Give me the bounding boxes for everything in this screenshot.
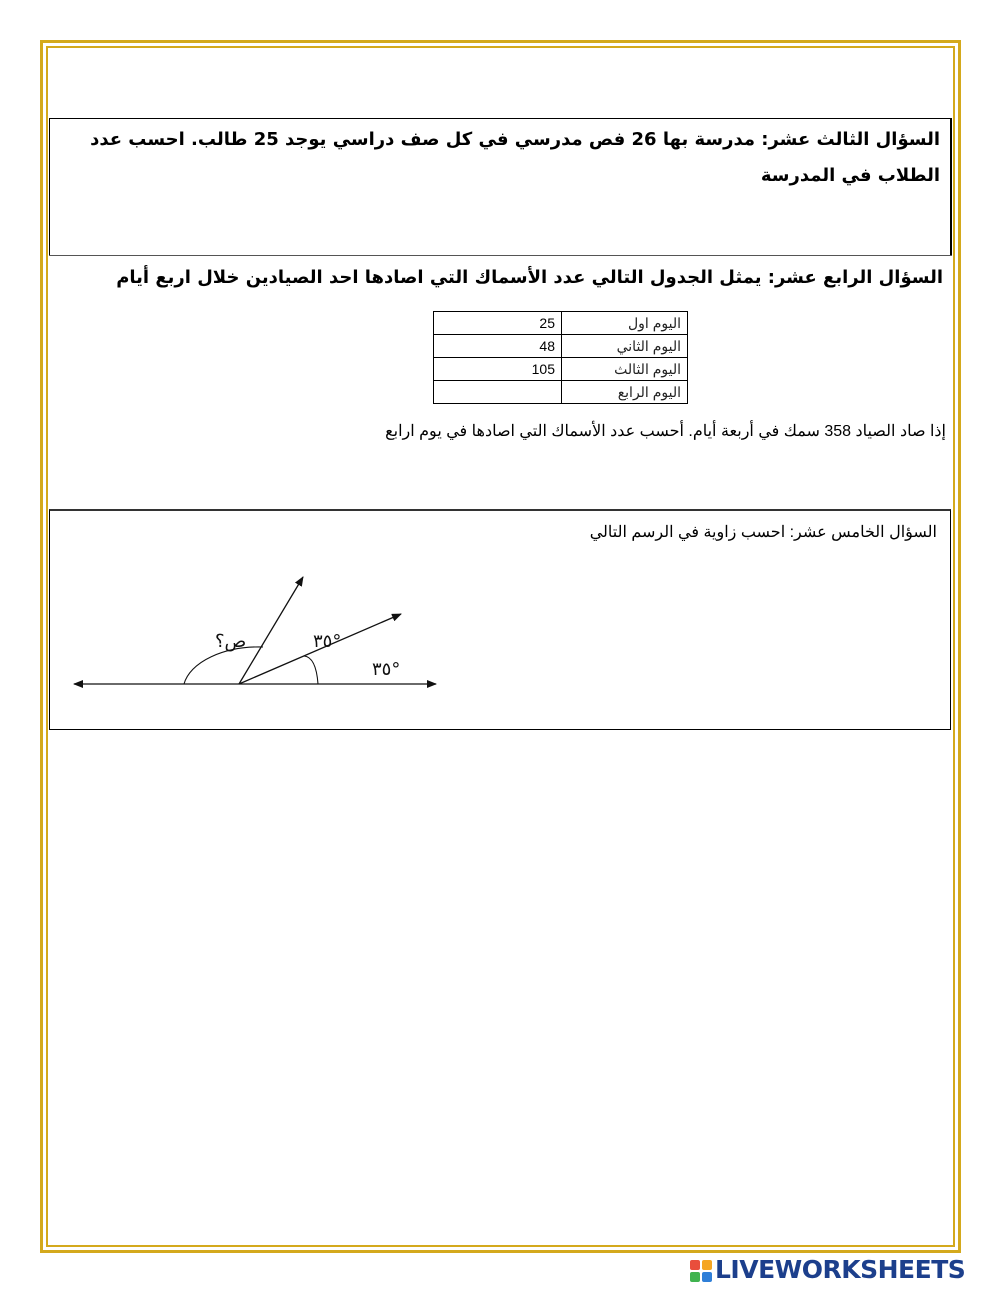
value-cell: 48: [434, 335, 562, 358]
table-row: [434, 358, 688, 381]
angle-diagram: [50, 511, 952, 732]
question-14-body: إذا صاد الصياد 358 سمك في أربعة أيام. أحسب عدد الأسماك التي اصادها في يوم ارابع: [385, 423, 946, 440]
value-cell: 105: [434, 358, 562, 381]
question-15-box: [49, 509, 951, 730]
logo-text: LIVEWORKSHEETS: [715, 1255, 966, 1284]
table-row: [434, 312, 688, 335]
angle-label-upper: °٣٥: [313, 631, 342, 652]
table-row: [434, 335, 688, 358]
unknown-angle-label: ص؟: [215, 631, 247, 652]
logo-square: [702, 1260, 712, 1270]
fish-count-table: [433, 311, 688, 404]
value-cell: 25: [434, 312, 562, 335]
value-cell-empty[interactable]: [434, 381, 562, 404]
day-cell: اليوم الثالث: [562, 358, 688, 381]
table-row: [434, 381, 688, 404]
question-15-title: السؤال الخامس عشر: احسب زاوية في الرسم التالي: [589, 524, 937, 541]
question-14-title: السؤال الرابع عشر: يمثل الجدول التالي عدد الأسماك التي اصادها احد الصيادين خلال اربع أيام: [116, 267, 943, 288]
logo-mark-icon: [690, 1260, 712, 1282]
lower-angle-arc: [304, 656, 318, 684]
logo-square: [690, 1260, 700, 1270]
day-cell: اليوم الثاني: [562, 335, 688, 358]
logo-square: [702, 1272, 712, 1282]
question-13-box: [49, 118, 952, 256]
steep-ray: [239, 577, 303, 684]
angle-label-lower: °٣٥: [372, 659, 401, 680]
day-cell: اليوم اول: [562, 312, 688, 335]
liveworksheets-logo[interactable]: [690, 1256, 990, 1284]
question-13-text: السؤال الثالث عشر: مدرسة بها 26 فص مدرسي في كل صف دراسي يوجد 25 طالب. احسب عدد الطلاب في المدرسة: [90, 129, 940, 186]
logo-square: [690, 1272, 700, 1282]
day-cell: اليوم الرابع: [562, 381, 688, 404]
question-14-box: [49, 255, 952, 510]
